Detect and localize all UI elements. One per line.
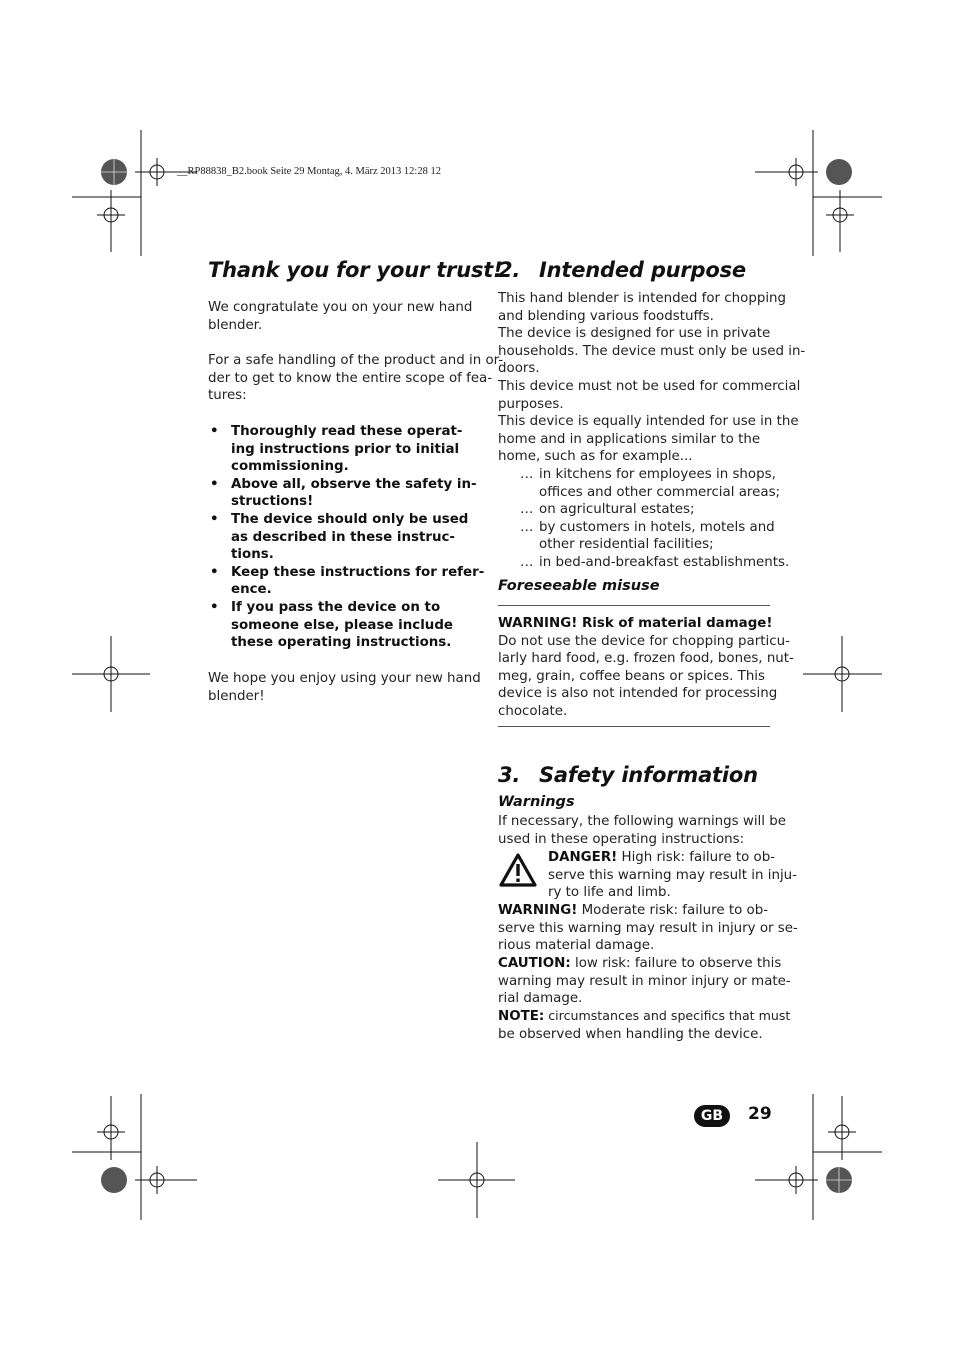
outro-line: We hope you enjoy using your new hand bbox=[208, 671, 481, 686]
example-item: … by customers in hotels, motels and other residential facilities; bbox=[520, 519, 775, 553]
section-3-heading bbox=[498, 763, 758, 787]
text-line: serve this warning may result in inju- bbox=[548, 867, 797, 883]
usage-examples-list bbox=[498, 466, 789, 572]
intended-purpose-text bbox=[498, 290, 805, 466]
warnings-intro bbox=[498, 813, 786, 848]
section-2-heading bbox=[498, 258, 746, 282]
intro2-line: der to get to know the entire scope of fea- bbox=[208, 370, 493, 386]
text-line: purposes. bbox=[498, 396, 564, 412]
text-line: used in these operating instructions: bbox=[498, 831, 745, 847]
danger-definition: DANGER! High risk: failure to ob- serve this warning may result in inju- ry to life and limb. bbox=[548, 850, 797, 901]
intro1-line: blender. bbox=[208, 317, 263, 333]
warning-title: WARNING! Risk of material damage! bbox=[498, 616, 773, 631]
thank-you-title: Thank you for your trust! bbox=[208, 258, 503, 282]
text-line: The device is designed for use in private bbox=[498, 326, 771, 342]
text-line: This device must not be used for commercial bbox=[498, 378, 801, 394]
intro-paragraph-1 bbox=[208, 299, 472, 334]
warning-definition: WARNING! Moderate risk: failure to ob- serve this warning may result in injury or se- rious material damage. bbox=[498, 903, 798, 954]
print-info-line: __RP88838_B2.book Seite 29 Montag, 4. März 2013 12:28 12 bbox=[177, 166, 441, 177]
text-line: warning may result in minor injury or mate- bbox=[498, 973, 791, 989]
instructions-bullet-list bbox=[208, 423, 484, 652]
intro1-line: We congratulate you on your new hand bbox=[208, 300, 473, 315]
bullet-item: • If you pass the device on to someone else, please include these operating instructions. bbox=[208, 599, 484, 652]
text-line: home, such as for example... bbox=[498, 449, 693, 465]
material-damage-warning bbox=[498, 615, 794, 721]
text-line: serve this warning may result in injury or se- bbox=[498, 920, 798, 936]
outro-paragraph bbox=[208, 670, 481, 705]
intro2-line: tures: bbox=[208, 388, 247, 404]
example-item: … in kitchens for employees in shops, offices and other commercial areas; bbox=[520, 467, 781, 500]
intro2-line: For a safe handling of the product and in or- bbox=[208, 353, 504, 368]
bullet-item: • Above all, observe the safety in- structions! bbox=[208, 476, 484, 511]
caution-definition: CAUTION: low risk: failure to observe this warning may result in minor injury or mate- rial damage. bbox=[498, 956, 791, 1007]
intro-paragraph-2 bbox=[208, 352, 503, 405]
warning-box-top-rule bbox=[498, 605, 770, 606]
foreseeable-misuse-heading: Foreseeable misuse bbox=[498, 578, 660, 594]
bullet-item: • The device should only be used as described in these instruc- tions. bbox=[208, 511, 484, 564]
text-line: device is also not intended for processing bbox=[498, 686, 778, 702]
note-definition: NOTE: circumstances and specifics that must be observed when handling the device. bbox=[498, 1008, 791, 1042]
page-number: 29 bbox=[748, 1104, 772, 1124]
outro-line: blender! bbox=[208, 688, 265, 704]
section-3-number: 3. bbox=[498, 763, 521, 787]
text-line: rial damage. bbox=[498, 991, 583, 1007]
section-2-title: Intended purpose bbox=[539, 258, 746, 282]
example-item: … on agricultural estates; bbox=[520, 502, 695, 518]
text-line: home and in applications similar to the bbox=[498, 431, 761, 447]
text-line: be observed when handling the device. bbox=[498, 1026, 763, 1042]
warning-triangle-icon bbox=[499, 853, 537, 887]
text-line: rious material damage. bbox=[498, 938, 655, 954]
text-line: households. The device must only be used in- bbox=[498, 343, 806, 359]
text-line: larly hard food, e.g. frozen food, bones, nut- bbox=[498, 651, 794, 667]
text-line: Do not use the device for chopping particu- bbox=[498, 633, 790, 649]
note-label: NOTE: bbox=[498, 1009, 545, 1024]
text-line: meg, grain, coffee beans or spices. This bbox=[498, 668, 766, 684]
example-item: … in bed-and-breakfast establishments. bbox=[520, 554, 790, 570]
danger-label: DANGER! bbox=[548, 850, 618, 865]
text-line: This device is equally intended for use in the bbox=[498, 414, 799, 430]
warnings-subheading: Warnings bbox=[498, 794, 575, 810]
section-3-title: Safety information bbox=[539, 763, 758, 787]
warning-box-bottom-rule bbox=[498, 726, 770, 727]
text-line: doors. bbox=[498, 361, 540, 377]
text-line: chocolate. bbox=[498, 703, 568, 719]
warning-label: WARNING! bbox=[498, 903, 578, 918]
bullet-item: • Thoroughly read these operat- ing instructions prior to initial commissioning. bbox=[208, 423, 484, 476]
bullet-item: • Keep these instructions for refer- ence. bbox=[208, 564, 484, 599]
text-line: This hand blender is intended for chopping bbox=[498, 291, 787, 306]
text-line: and blending various foodstuffs. bbox=[498, 308, 714, 324]
language-badge: GB bbox=[694, 1105, 730, 1127]
text-line: If necessary, the following warnings will be bbox=[498, 814, 786, 829]
caution-label: CAUTION: bbox=[498, 956, 571, 971]
text-line: ry to life and limb. bbox=[548, 885, 671, 901]
section-2-number: 2. bbox=[498, 258, 521, 282]
